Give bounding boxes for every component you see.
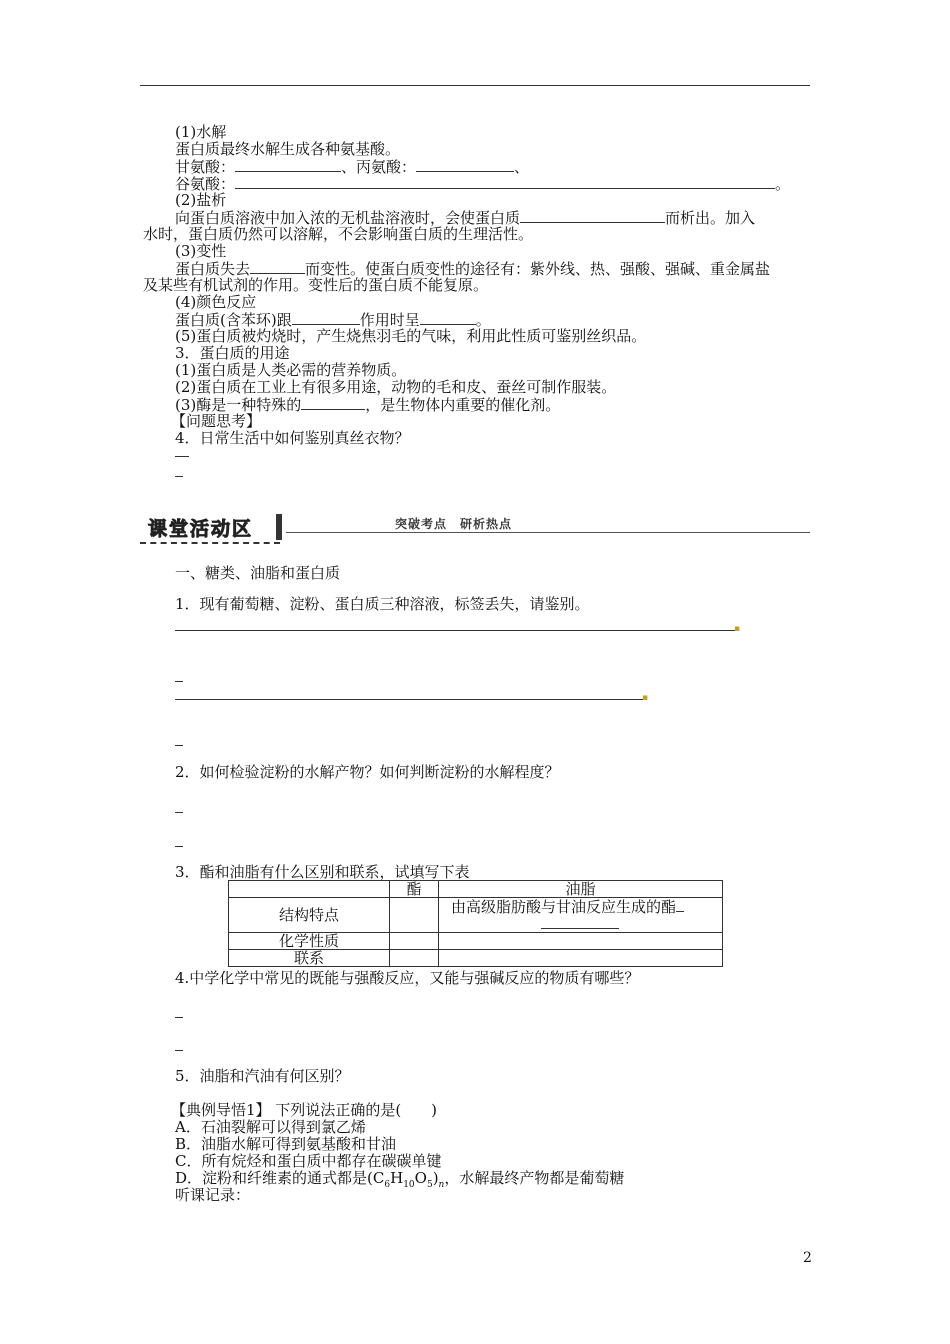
table-header-ester: 酯 <box>390 881 439 898</box>
color-text-b: 作用时呈 <box>359 311 420 329</box>
comparison-table <box>228 880 723 967</box>
answer-line[interactable] <box>175 1050 183 1051</box>
structure-blank <box>541 915 619 929</box>
answer-line[interactable] <box>175 681 183 682</box>
banner-divider <box>276 514 282 540</box>
section-banner <box>140 510 810 546</box>
table-cell[interactable] <box>390 950 439 967</box>
answer-line[interactable] <box>175 456 189 457</box>
subscript-6: 6 <box>384 1180 391 1190</box>
salting-text-a: 向蛋白质溶液中加入浓的无机盐溶液时，会使蛋白质 <box>175 209 521 227</box>
banner-rule <box>286 532 810 533</box>
glutamic-label: 谷氨酸： <box>175 175 236 193</box>
subscript-10: 10 <box>403 1180 415 1190</box>
glutamic-line <box>175 175 790 193</box>
mark-dot-icon: ▪ <box>642 693 649 703</box>
think-question: 4．日常生活中如何鉴别真丝衣物？ <box>175 429 410 447</box>
banner-underline <box>140 542 280 544</box>
notes-label: 听课记录： <box>175 1186 251 1204</box>
uses-3-text-b: ，是生物体内重要的催化剂。 <box>365 396 561 414</box>
glycine-blank[interactable] <box>235 158 341 172</box>
answer-line[interactable] <box>175 1017 183 1018</box>
separator: 、 <box>514 158 530 176</box>
glutamic-period: 。 <box>775 175 791 193</box>
answer-line[interactable] <box>175 745 183 746</box>
color-blank-1[interactable] <box>292 311 360 325</box>
answer-line[interactable] <box>175 630 735 631</box>
glutamic-blank[interactable] <box>235 175 775 189</box>
page-number: 2 <box>803 1250 812 1266</box>
formula-h: H <box>390 1169 404 1187</box>
denature-line-2: 及某些有机试剂的作用。变性后的蛋白质不能复原。 <box>143 276 489 294</box>
table-header-fat: 油脂 <box>439 881 723 898</box>
table-corner <box>229 881 390 898</box>
question-1: 1．现有葡萄糖、淀粉、蛋白质三种溶液，标签丢失，请鉴别。 <box>175 595 590 613</box>
answer-line[interactable] <box>175 699 643 700</box>
header-rule <box>140 85 810 86</box>
example-title: 【典例导悟1】 下列说法正确的是( ) <box>171 1101 438 1119</box>
option-b[interactable]: B．油脂水解可得到氨基酸和甘油 <box>175 1135 397 1153</box>
table-row-chemical: 化学性质 <box>229 933 390 950</box>
structure-fat-text: 由高级脂肪酸与甘油反应生成的酯 <box>451 898 677 916</box>
color-text-a: 蛋白质(含苯环)跟 <box>175 311 292 329</box>
alanine-blank[interactable] <box>416 158 514 172</box>
subscript-5: 5 <box>426 1180 433 1190</box>
formula-o: O <box>414 1169 427 1187</box>
color-blank-2[interactable] <box>420 311 476 325</box>
banner-title: 课堂活动区 <box>148 518 254 540</box>
color-title: (4)颜色反应 <box>175 293 257 311</box>
section-heading: 一、糖类、油脂和蛋白质 <box>175 564 341 582</box>
question-3: 3．酯和油脂有什么区别和联系，试填写下表 <box>175 863 470 881</box>
table-row-link: 联系 <box>229 950 390 967</box>
think-heading: 【问题思考】 <box>171 412 262 430</box>
alanine-label: 、丙氨酸： <box>341 158 417 176</box>
salting-text-b: 而析出。加入 <box>665 209 756 227</box>
uses-title: 3．蛋白质的用途 <box>175 344 290 362</box>
color-period: 。 <box>475 311 491 329</box>
table-row-structure: 结构特点 <box>229 898 390 933</box>
hydrolysis-title: (1)水解 <box>175 123 227 141</box>
question-4: 4.中学化学中常见的既能与强酸反应，又能与强碱反应的物质有哪些？ <box>175 969 640 987</box>
denature-blank[interactable] <box>250 260 305 274</box>
question-2: 2．如何检验淀粉的水解产物？如何判断淀粉的水解程度？ <box>175 763 560 781</box>
salting-blank[interactable] <box>520 209 665 223</box>
answer-line[interactable] <box>175 812 183 813</box>
table-cell[interactable] <box>390 898 439 933</box>
answer-line[interactable] <box>175 846 183 847</box>
salting-title: (2)盐析 <box>175 191 227 209</box>
option-a[interactable]: A．石油裂解可以得到氯乙烯 <box>175 1118 366 1136</box>
mark-dot-icon: ▪ <box>734 624 741 634</box>
burn-text: (5)蛋白质被灼烧时，产生烧焦羽毛的气味，利用此性质可鉴别丝织品。 <box>175 327 647 345</box>
salting-line-2: 水时，蛋白质仍然可以溶解，不会影响蛋白质的生理活性。 <box>143 225 534 243</box>
uses-2: (2)蛋白质在工业上有很多用途，动物的毛和皮、蚕丝可制作服装。 <box>175 378 617 396</box>
table-cell[interactable] <box>439 950 723 967</box>
formula-paren: ) <box>432 1169 439 1187</box>
option-c[interactable]: C．所有烷烃和蛋白质中都存在碳碳单键 <box>175 1152 442 1170</box>
uses-1: (1)蛋白质是人类必需的营养物质。 <box>175 361 407 379</box>
denature-text-b: 而变性。使蛋白质变性的途径有：紫外线、热、强酸、强碱、重金属盐 <box>305 260 771 278</box>
option-d-text-a: D．淀粉和纤维素的通式都是(C <box>175 1169 385 1187</box>
answer-line[interactable] <box>175 476 183 477</box>
uses-3-text-a: (3)酶是一种特殊的 <box>175 396 302 414</box>
denature-title: (3)变性 <box>175 242 227 260</box>
table-cell-structure-fat[interactable] <box>439 898 723 933</box>
banner-subtitle: 突破考点 研析热点 <box>395 517 513 531</box>
hydrolysis-text: 蛋白质最终水解生成各种氨基酸。 <box>175 140 401 158</box>
amino-acid-line <box>175 158 529 176</box>
table-cell[interactable] <box>390 933 439 950</box>
table-cell[interactable] <box>439 933 723 950</box>
glycine-label: 甘氨酸： <box>175 158 236 176</box>
denature-text-a: 蛋白质失去 <box>175 260 251 278</box>
subscript-n: n <box>438 1180 445 1190</box>
option-d-text-b: ，水解最终产物都是葡萄糖 <box>444 1169 625 1187</box>
enzyme-blank[interactable] <box>301 396 365 410</box>
question-5: 5．油脂和汽油有何区别？ <box>175 1067 350 1085</box>
